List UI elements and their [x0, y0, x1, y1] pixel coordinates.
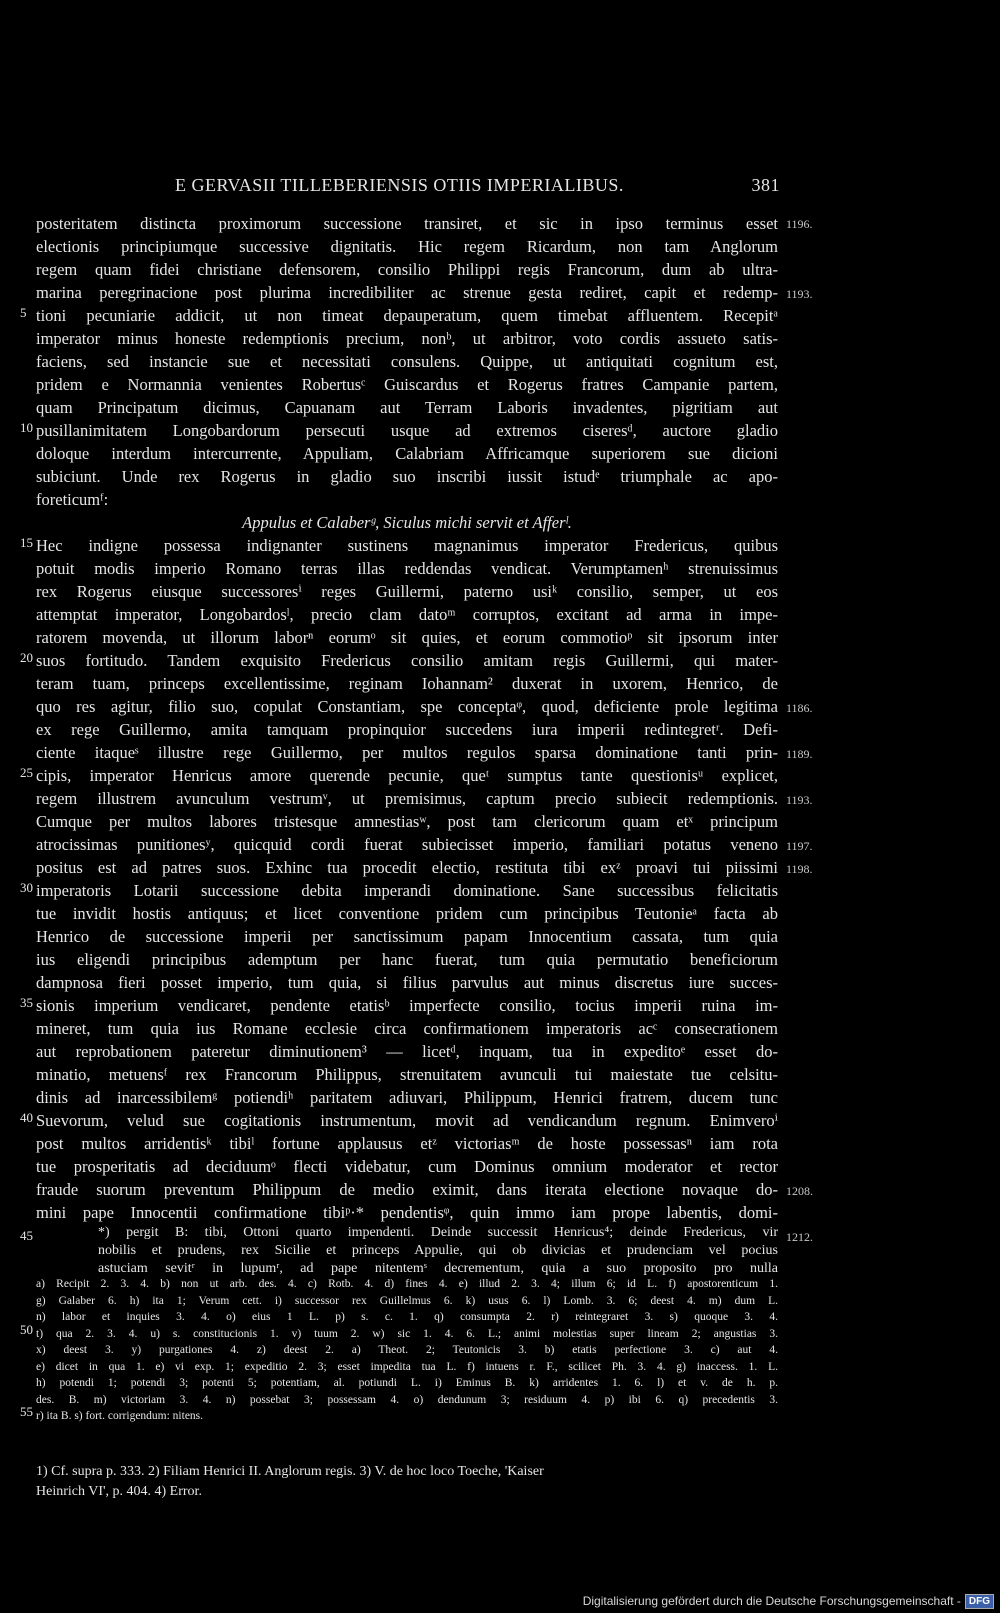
line-number: 30	[20, 880, 33, 895]
apparatus-line: e) dicet in qua 1. e) vi exp. 1; expeditio 2. 3; esset impedita tua L. f) intuens r. F., scilicet Ph. 3. 4. g) inaccess. 1. L.	[36, 1360, 778, 1373]
line-number: 15	[20, 535, 33, 550]
line-number: 20	[20, 650, 33, 665]
note-line: *) pergit B: tibi, Ottoni quarto impendenti. Deinde successit Henricus⁴; deinde Fredericus, vir	[98, 1225, 778, 1240]
text-line: cipis, imperator Henricus amore querende pecunie, queᵗ sumptus tante questionisᵘ explicet,	[36, 766, 778, 785]
text-line: mini pape Innocentii confirmatione tibiᵖ·* pendentisᵠ, quin immo iam prope labentis, domi-	[36, 1203, 778, 1222]
line-number: 40	[20, 1110, 33, 1125]
text-line: marina peregrinacione post plurima incredibiliter ac strenue gesta rediret, capit et redemp-	[36, 283, 778, 302]
text-line: pusillanimitatem Longobardorum persecuti usque ad extremos ciseresᵈ, auctore gladio	[36, 421, 778, 440]
year-note: 1197.	[786, 839, 813, 853]
year-note: 1189.	[786, 747, 813, 761]
verse-line: Appulus et Calaberᵍ, Siculus michi servit et Afferˡ.	[242, 513, 572, 532]
apparatus-line: t) qua 2. 3. 4. u) s. constitucionis 1. v) tuum 2. w) sic 1. 4. 6. L.; animi molestias super lineam 2; angustias 3.	[36, 1327, 778, 1340]
line-number: 10	[20, 420, 33, 435]
footnote-line: 1) Cf. supra p. 333. 2) Filiam Henrici II. Anglorum regis. 3) V. de hoc loco Toeche, 'Kaiser	[36, 1464, 544, 1479]
year-note: 1208.	[786, 1184, 813, 1198]
variant-note	[98, 1224, 778, 1278]
credit-text: Digitalisierung gefördert durch die Deutsche Forschungsgemeinschaft -	[582, 1594, 961, 1608]
text-line: quam Principatum dicimus, Capuanam aut Terram Laboris invadentes, pigritiam aut	[36, 398, 778, 417]
note-line: astuciam sevitʳ in lupumʳ, ad pape nitentemˢ decrementum, quia a suo proposito pro nulla	[98, 1261, 778, 1276]
line-number: 50	[20, 1322, 33, 1337]
line-number: 5	[20, 305, 27, 320]
text-line: dinis ad inarcessibilemᵍ potiendiʰ paritatem adiuvari, Philippum, Henrici fratrem, ducem tunc	[36, 1088, 778, 1107]
apparatus-line: des. B. m) victoriam 3. 4. n) possebat 3; possessam 4. o) dendunum 3; residuum 4. p) ibi 6. q) precedentis 3.	[36, 1393, 778, 1406]
footnotes	[36, 1462, 778, 1502]
apparatus-line: g) Galaber 6. h) ita 1; Verum cett. i) successor rex Guillelmus 6. k) usus 6. l) Lomb. 3. 6; deest 4. m) dum L.	[36, 1294, 778, 1307]
text-line: attemptat imperator, Longobardosˡ, precio clam datoᵐ corruptos, excitant ad arma in impe-	[36, 605, 778, 624]
text-line: Suevorum, velud sue cogitationis instrumentum, movit ad vendicandum regnum. Enimveroⁱ	[36, 1111, 778, 1130]
text-line: tue prosperitatis ad deciduumᵒ flecti videbatur, cum Dominus omnium moderator et rector	[36, 1157, 778, 1176]
text-line: posteritatem distincta proximorum successione transiret, et sic in ipso terminus esset	[36, 214, 778, 233]
text-line: quo res agitur, filio suo, copulat Constantiam, spe conceptaᵠ, quod, deficiente prole legitima	[36, 697, 778, 716]
text-line: tioni pecuniarie addicit, ut non timeat depauperatum, quem timebat affluentem. Recepitᵃ	[36, 306, 778, 325]
text-line: Hec indigne possessa indignanter sustinens magnanimus imperator Fredericus, quibus	[36, 536, 778, 555]
text-line: fraude suorum preventum Philippum de medio eximit, dans iterata electione novaque do-	[36, 1180, 778, 1199]
year-note: 1198.	[786, 862, 813, 876]
text-line: regem quam fidei christiane defensorem, consilio Philippi regis Francorum, dum ab ultra-	[36, 260, 778, 279]
apparatus-line: n) labor et inquies 3. 4. o) eius 1 L. p) s. c. 1. q) consumpta 2. r) reintegraret 3. s) quoque 3. 4.	[36, 1311, 778, 1323]
dfg-logo: DFG	[965, 1594, 994, 1609]
footnote-line: Heinrich VI', p. 404. 4) Error.	[36, 1484, 202, 1499]
text-line: Henrico de successione imperii per sanctissimum papam Innocentium cassata, tum quia	[36, 927, 778, 946]
text-line: ratorem movenda, ut illorum laborⁿ eorumᵒ sit quies, et eorum commotioᵖ sit ipsorum inter	[36, 628, 778, 647]
main-text	[36, 212, 778, 1224]
line-number: 35	[20, 995, 33, 1010]
header-title: E GERVASII TILLEBERIENSIS OTIIS IMPERIALIBUS.	[175, 175, 624, 195]
line-number: 45	[20, 1228, 33, 1243]
text-line: foreticumᶠ:	[36, 490, 109, 509]
text-line: Cumque per multos labores tristesque amnestiasʷ, post tam clericorum quam etˣ principum	[36, 812, 778, 831]
text-line: regem illustrem avunculum vestrumᵛ, ut premisimus, captum precio subiecit redemptionis.	[36, 789, 778, 808]
text-line: suos fortitudo. Tandem exquisito Fredericus consilio amitam regis Guillermi, qui mater-	[36, 651, 778, 670]
text-line: doloque interdum intercurrente, Appuliam, Calabriam Affricamque superiorem sue dicioni	[36, 444, 778, 463]
page-number: 381	[751, 175, 780, 195]
text-line: positus est ad patres suos. Exhinc tua procedit electio, restituta tibi exᶻ proavi tui piissimi	[36, 858, 778, 877]
text-line: ex rege Guillermo, amita tamquam propinquior succedens iura imperii redintegretʳ. Defi-	[36, 720, 778, 739]
apparatus-line: h) potendi 1; potendi 3; potenti 5; potentiam, al. potiundi L. i) Eminus B. k) arridentes 1. 6. l) et v. de h. p.	[36, 1377, 778, 1389]
text-line: teram tuam, princeps excellentissime, reginam Iohannam² duxerat in uxorem, Henrico, de	[36, 674, 778, 693]
text-line: mineret, tum quia ius Romane ecclesie circa confirmationem imperatoris acᶜ consecrationem	[36, 1019, 778, 1038]
text-line: pridem e Normannia venientes Robertusᶜ Guiscardus et Rogerus fratres Campanie partem,	[36, 375, 778, 394]
running-header	[175, 175, 780, 199]
year-note: 1186.	[786, 701, 813, 715]
note-line: nobilis et prudens, rex Sicilie et princeps Appulie, qui ob divicias et prudenciam vel pocius	[98, 1243, 778, 1258]
critical-apparatus	[36, 1276, 778, 1425]
apparatus-line: a) Recipit 2. 3. 4. b) non ut arb. des. 4. c) Rotb. 4. d) fines 4. e) illud 2. 3. 4; illum 6; id L. f) apostorenticum 1.	[36, 1278, 778, 1290]
apparatus-line: r) ita B. s) fort. corrigendum: nitens.	[36, 1410, 204, 1422]
text-line: imperator minus honeste redemptionis precium, nonᵇ, ut arbitror, voto cordis assueto satis-	[36, 329, 778, 348]
text-line: tue invidit hostis antiquus; et licet conventione pridem cum principibus Teutonieᵃ facta ab	[36, 904, 778, 923]
year-note: 1196.	[786, 217, 813, 231]
line-number: 55	[20, 1404, 33, 1419]
year-note: 1193.	[786, 793, 813, 807]
text-line: aut reprobationem pateretur diminutionem³ — licetᵈ, inquam, tua in expeditoᵉ esset do-	[36, 1042, 778, 1061]
text-line: post multos arridentisᵏ tibiˡ fortune applausus etᶻ victoriasᵐ de hoste possessasⁿ iam rota	[36, 1134, 778, 1153]
text-line: sionis imperium vendicaret, pendente etatisᵇ imperfecte consilio, tocius imperii ruina im-	[36, 996, 778, 1015]
text-line: faciens, sed instancie sue et necessitati consulens. Quippe, ut antiquitati cognitum est,	[36, 352, 778, 371]
digitization-credit	[583, 1593, 994, 1609]
text-line: minatio, metuensᶠ rex Francorum Philippus, strenuitatem avunculi tui maiestate tue celsitu-	[36, 1065, 778, 1084]
text-line: dampnosa fieri posset imperio, tum quia, si filius parvulus aut minus discretus iure succes-	[36, 973, 778, 992]
line-number: 25	[20, 765, 33, 780]
text-line: electionis principiumque successive dignitatis. Hic regem Ricardum, non tam Anglorum	[36, 237, 778, 256]
text-line: rex Rogerus eiusque successoresⁱ reges Guillermi, paterno usiᵏ consilio, semper, ut eos	[36, 582, 778, 601]
year-note: 1212.	[786, 1230, 813, 1244]
year-note: 1193.	[786, 287, 813, 301]
text-line: ius eligendi principibus ademptum per hanc fuerat, tum quia permutatio beneficiorum	[36, 950, 778, 969]
apparatus-line: x) deest 3. y) purgationes 4. z) deest 2. a) Theot. 2; Teutonicis 3. b) etatis perfectione 3. c) aut 4.	[36, 1344, 778, 1356]
text-line: ciente itaqueˢ illustre rege Guillermo, per multos regulos sparsa dominatione tanti prin-	[36, 743, 778, 762]
text-line: atrocissimas punitionesʸ, quicquid cordi fuerat subiecisset imperio, familiari potatus veneno	[36, 835, 778, 854]
text-line: subiciunt. Unde rex Rogerus in gladio suo inscribi iussit istudᵉ triumphale ac apo-	[36, 467, 778, 486]
text-line: potuit modis imperio Romano terras illas reddendas vendicat. Verumptamenʰ strenuissimus	[36, 559, 778, 578]
text-line: imperatoris Lotarii successione debita imperandi dominatione. Sane successibus felicitatis	[36, 881, 778, 900]
